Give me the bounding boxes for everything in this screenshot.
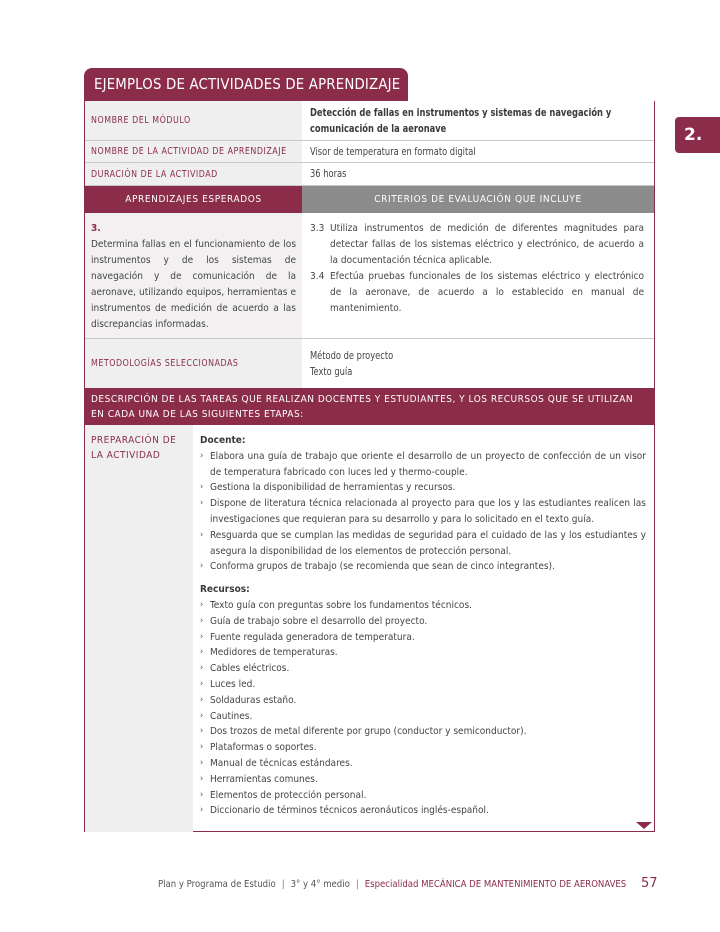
value-modulo: Detección de fallas en instrumentos y sistemas de navegación y comunicación de la aeronave — [310, 106, 612, 135]
recurso-item: › Diccionario de términos técnicos aeronáuticos inglés-español. — [200, 803, 646, 819]
recurso-item: › Cautines. — [200, 709, 646, 725]
aprendizaje-text: Determina fallas en el funcionamiento de los instrumentos y de los sistemas de navegación y de comunicación de la aeronave, utilizando equipos, herramientas e instrumentos de medición de acuerdo a las discrepancias informadas. — [91, 239, 296, 330]
chevron-right-icon: › — [200, 757, 204, 768]
docente-item: › Gestiona la disponibilidad de herramientas y recursos. — [200, 480, 646, 496]
recurso-item: › Elementos de protección personal. — [200, 788, 646, 804]
chapter-tab: 2. — [675, 117, 720, 153]
chevron-right-icon: › — [200, 450, 204, 461]
recurso-item: › Guía de trabajo sobre el desarrollo del proyecto. — [200, 614, 646, 630]
criterios-cell — [302, 213, 654, 339]
recurso-item: › Dos trozos de metal diferente por grupo (conductor y semiconductor). — [200, 724, 646, 740]
docente-item: › Elabora una guía de trabajo que oriente el desarrollo de un proyecto de confección de un visor de temperatura fabricado con luces led y thermo-couple. — [200, 449, 646, 481]
label-metodologias: METODOLOGÍAS SELECCIONADAS — [85, 339, 302, 388]
separator: | — [281, 879, 285, 890]
recurso-item: › Fuente regulada generadora de temperatura. — [200, 630, 646, 646]
chevron-right-icon: › — [200, 710, 204, 721]
recurso-item: › Soldaduras estaño. — [200, 693, 646, 709]
page-footer — [158, 879, 626, 890]
recurso-item: › Texto guía con preguntas sobre los fundamentos técnicos. — [200, 598, 646, 614]
recurso-item: › Cables eléctricos. — [200, 661, 646, 677]
aprendizaje-number: 3. — [91, 223, 101, 234]
chevron-right-icon: › — [200, 678, 204, 689]
chevron-right-icon: › — [200, 529, 204, 540]
continue-arrow-icon — [636, 822, 652, 829]
docente-item: › Resguarda que se cumplan las medidas de seguridad para el cuidado de las y los estudiantes y asegura la disponibilidad de los elementos de protección personal. — [200, 528, 646, 560]
chevron-right-icon: › — [200, 482, 204, 493]
chevron-right-icon: › — [200, 647, 204, 658]
descripcion-header: DESCRIPCIÓN DE LAS TAREAS QUE REALIZAN DOCENTES Y ESTUDIANTES, Y LOS RECURSOS QUE SE UTILIZAN EN CADA UNA DE LAS SIGUIENTES ETAPAS: — [85, 388, 654, 425]
label-modulo: NOMBRE DEL MÓDULO — [85, 101, 302, 140]
docente-title: Docente: — [200, 435, 246, 446]
chevron-right-icon: › — [200, 742, 204, 753]
value-metodologias: Método de proyecto Texto guía — [310, 349, 394, 378]
docente-item: › Dispone de literatura técnica relacionada al proyecto para que los y las estudiantes realicen las investigaciones que requieran para su desarrollo y para lo solicitado en el texto guía. — [200, 496, 646, 528]
footer-program: Plan y Programa de Estudio — [158, 879, 276, 890]
criterio-item: 3.4 Efectúa pruebas funcionales de los sistemas eléctrico y electrónico de la aeronave, de acuerdo a lo establecido en manual de mantenimiento. — [310, 271, 644, 314]
recurso-item: › Manual de técnicas estándares. — [200, 756, 646, 772]
etapa-label: PREPARACIÓN DE LA ACTIVIDAD — [85, 425, 193, 832]
footer-level: 3° y 4° medio — [290, 879, 350, 890]
chevron-right-icon: › — [200, 694, 204, 705]
label-actividad: NOMBRE DE LA ACTIVIDAD DE APRENDIZAJE — [85, 141, 302, 162]
recurso-item: › Herramientas comunes. — [200, 772, 646, 788]
chevron-right-icon: › — [200, 498, 204, 509]
chevron-right-icon: › — [200, 631, 204, 642]
section-title: EJEMPLOS DE ACTIVIDADES DE APRENDIZAJE — [84, 68, 408, 101]
chevron-right-icon: › — [200, 663, 204, 674]
recurso-item: › Plataformas o soportes. — [200, 740, 646, 756]
docente-item: › Conforma grupos de trabajo (se recomienda que sean de cinco integrantes). — [200, 559, 646, 575]
value-duracion: 36 horas — [310, 168, 347, 180]
chevron-right-icon: › — [200, 726, 204, 737]
page-number: 57 — [641, 876, 658, 891]
chevron-right-icon: › — [200, 789, 204, 800]
etapa-body — [193, 425, 654, 832]
chevron-right-icon: › — [200, 805, 204, 816]
chevron-right-icon: › — [200, 561, 204, 572]
chevron-right-icon: › — [200, 599, 204, 610]
header-criterios: CRITERIOS DE EVALUACIÓN QUE INCLUYE — [302, 186, 654, 213]
row-duracion — [85, 163, 654, 186]
value-actividad: Visor de temperatura en formato digital — [310, 145, 476, 158]
recursos-title: Recursos: — [200, 584, 250, 596]
recurso-item: › Medidores de temperaturas. — [200, 645, 646, 661]
recurso-item: › Luces led. — [200, 677, 646, 693]
chevron-right-icon: › — [200, 615, 204, 626]
activity-table — [84, 101, 655, 832]
criterio-item: 3.3 Utiliza instrumentos de medición de diferentes magnitudes para detectar fallas de los sistemas eléctrico y electrónico, de acuerdo a la documentación técnica aplicable. — [310, 223, 644, 266]
footer-specialty: Especialidad MECÁNICA DE MANTENIMIENTO DE AERONAVES — [364, 879, 627, 890]
row-modulo — [85, 101, 654, 141]
chevron-right-icon: › — [200, 773, 204, 784]
row-actividad — [85, 141, 654, 163]
row-metodologias — [85, 339, 654, 388]
label-duracion: DURACIÓN DE LA ACTIVIDAD — [85, 163, 302, 185]
header-aprendizajes: APRENDIZAJES ESPERADOS — [85, 186, 302, 213]
separator: | — [355, 879, 359, 890]
aprendizaje-cell — [85, 213, 302, 339]
